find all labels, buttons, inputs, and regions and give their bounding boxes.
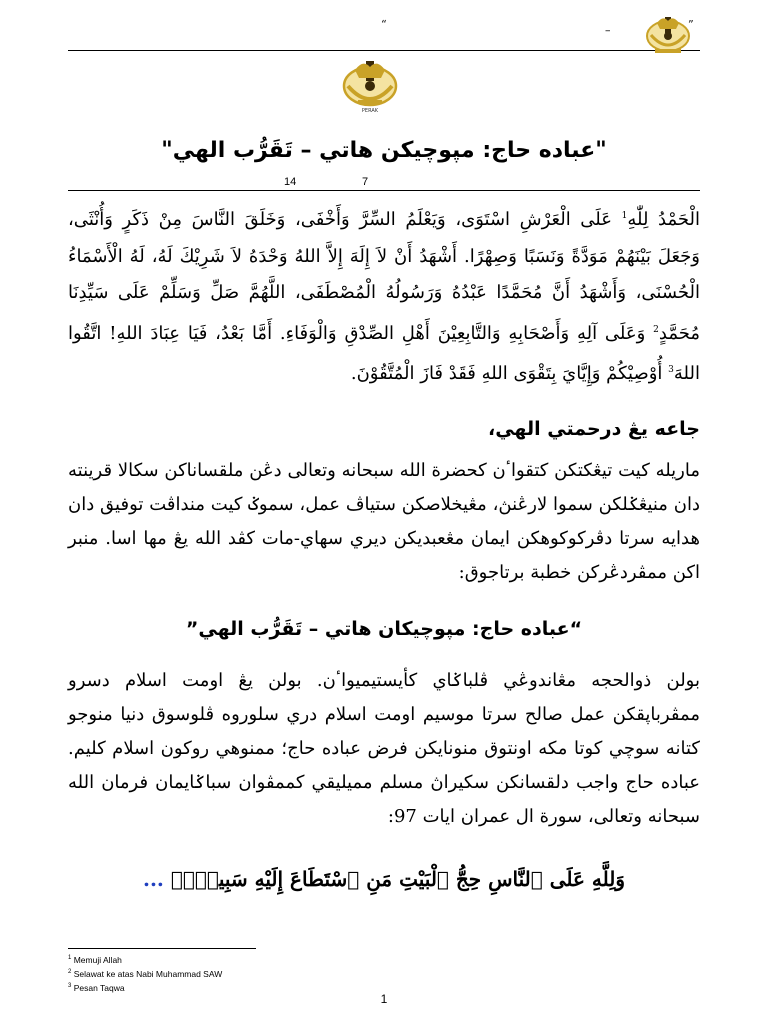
footnote-text: Pesan Taqwa bbox=[73, 982, 125, 993]
page-number: 1 bbox=[380, 992, 388, 1006]
header-quote-close: ” bbox=[688, 18, 694, 31]
footnote-list bbox=[68, 952, 222, 993]
footnote-item bbox=[68, 952, 222, 966]
header-dash: – bbox=[605, 24, 611, 37]
paragraph-intro: ماريله کيت تيڠکتکن کتقواٴن کحضرة الله سبحانه وتعالى دڠن ملقساناکن سکالا قرينته دان منيڠݢلکن سموا لارڠنڽ، مڠيخلاصکن ستياڤ عمل، سموݢ کيت منداڤت توفيق دان هدايه سرتا دڤرکوکوهکن ايمان مڠعبديکن ديري سهاي-مات کڤد الله يڠ مها اسا. منبر اکن ممڤردڠرکن خطبة برتاجوق: bbox=[68, 460, 701, 583]
footnote-number: 2 bbox=[68, 968, 72, 975]
opening-text-1: الْحَمْدُ لِلّٰهِ bbox=[627, 209, 700, 230]
title-divider bbox=[68, 190, 700, 191]
salutation-heading: جاعه يڠ درحمتي الهي، bbox=[487, 418, 700, 440]
sermon-subtitle: “عباده حاج: مڽوچيکان هاتي – تَقَرُّب الهي” bbox=[185, 618, 583, 640]
paragraph-hajj: بولن ذوالحجه مڠاندوڠي ڤلباݢاي کأيستيميواٴن. بولن يڠ اومت اسلام دسرو ممڤرباڽقکن عمل صالح سرتا موسيم اومت اسلام دري سلوروه ڤلوسوق دنيا منوجو کتانه سوچي کوتا مکه اونتوق منونايکن فرض عباده حاج؛ ممنوهي روکون اسلام کليم. عباده حاج واجب دلقسانکن سکيراڽ مسلم مميليقي کممڤوان سباݢايمان فرمان الله سبحانه وتعالى، سورة ال عمران ايات 97: bbox=[68, 670, 700, 827]
footnote-text: Selawat ke atas Nabi Muhammad SAW bbox=[73, 968, 223, 979]
header-crest-icon bbox=[643, 11, 693, 57]
verse-ellipsis: ... bbox=[142, 867, 164, 891]
footnote-ref-3[interactable]: 3 bbox=[668, 365, 674, 375]
footnote-ref-1[interactable]: 1 bbox=[621, 211, 628, 221]
footnote-number: 1 bbox=[68, 955, 72, 961]
footnote-ref-2[interactable]: 2 bbox=[653, 324, 659, 335]
perak-crest-icon bbox=[340, 56, 400, 114]
quran-verse bbox=[68, 862, 700, 896]
title-ref-7: 7 bbox=[362, 176, 369, 188]
opening-text-4: أُوْصِيْكُمْ وَإِيَّايَ بِتَقْوَى اللهِ فَقَدْ فَازَ الْمُتَّقُوْنَ. bbox=[350, 363, 669, 384]
footnote-text: Memuji Allah bbox=[73, 954, 122, 965]
crest-caption: PERAK bbox=[361, 108, 379, 114]
verse-text: وَلِلَّهِ عَلَى ٱلنَّاسِ حِجُّ ٱلْبَيْتِ مَنِ ٱسْتَطَاعَ إِلَيْهِ سَبِيلًاۚ bbox=[170, 867, 625, 891]
header-quote-open: “ bbox=[381, 18, 387, 31]
opening-text-3: وَعَلَى آلِهِ وَأَصْحَابِهِ وَالتَّابِعِيْنَ أَهْلِ الصِّدْقِ وَالْوَفَاءِ. أَمَّا بَعْدُ، فَيَا عِبَادَ اللهِ! اتَّقُوا اللهَ bbox=[68, 322, 700, 384]
footnote-number: 3 bbox=[68, 982, 72, 989]
footnote-divider bbox=[68, 948, 256, 949]
opening-text-2: عَلَى الْعَرْشِ اسْتَوَى، وَيَعْلَمُ السِّرَّ وَأَخْفَى، وَخَلَقَ النَّاسَ مِنْ ذَكَرٍ وَأُنْثَى، وَجَعَلَ بَيْنَهُمْ مَوَدَّةً وَنَسَبًا وَصِهْرًا. أَشْهَدُ أَنْ لاَ إِلَهَ إِلاَّ اللهُ وَحْدَهُ لاَ شَرِيْكَ لَهُ، لَهُ الْأَسْمَاءُ الْحُسْنَى، وَأَشْهَدُ أَنَّ مُحَمَّدًا عَبْدُهُ وَرَسُولُهُ الْمُصْطَفَى، اللَّهُمَّ صَلِّ وَسَلِّمْ عَلَى سَيِّدِنَا مُحَمَّدٍ bbox=[68, 209, 700, 344]
sermon-title: "عباده حاج: مڽوچيکن هاتي – تَقَرُّب الهي" bbox=[161, 138, 607, 163]
title-ref-14: 14 bbox=[284, 176, 297, 188]
opening-praise bbox=[68, 198, 700, 393]
footnote-item bbox=[68, 966, 222, 980]
page-header bbox=[68, 10, 700, 51]
